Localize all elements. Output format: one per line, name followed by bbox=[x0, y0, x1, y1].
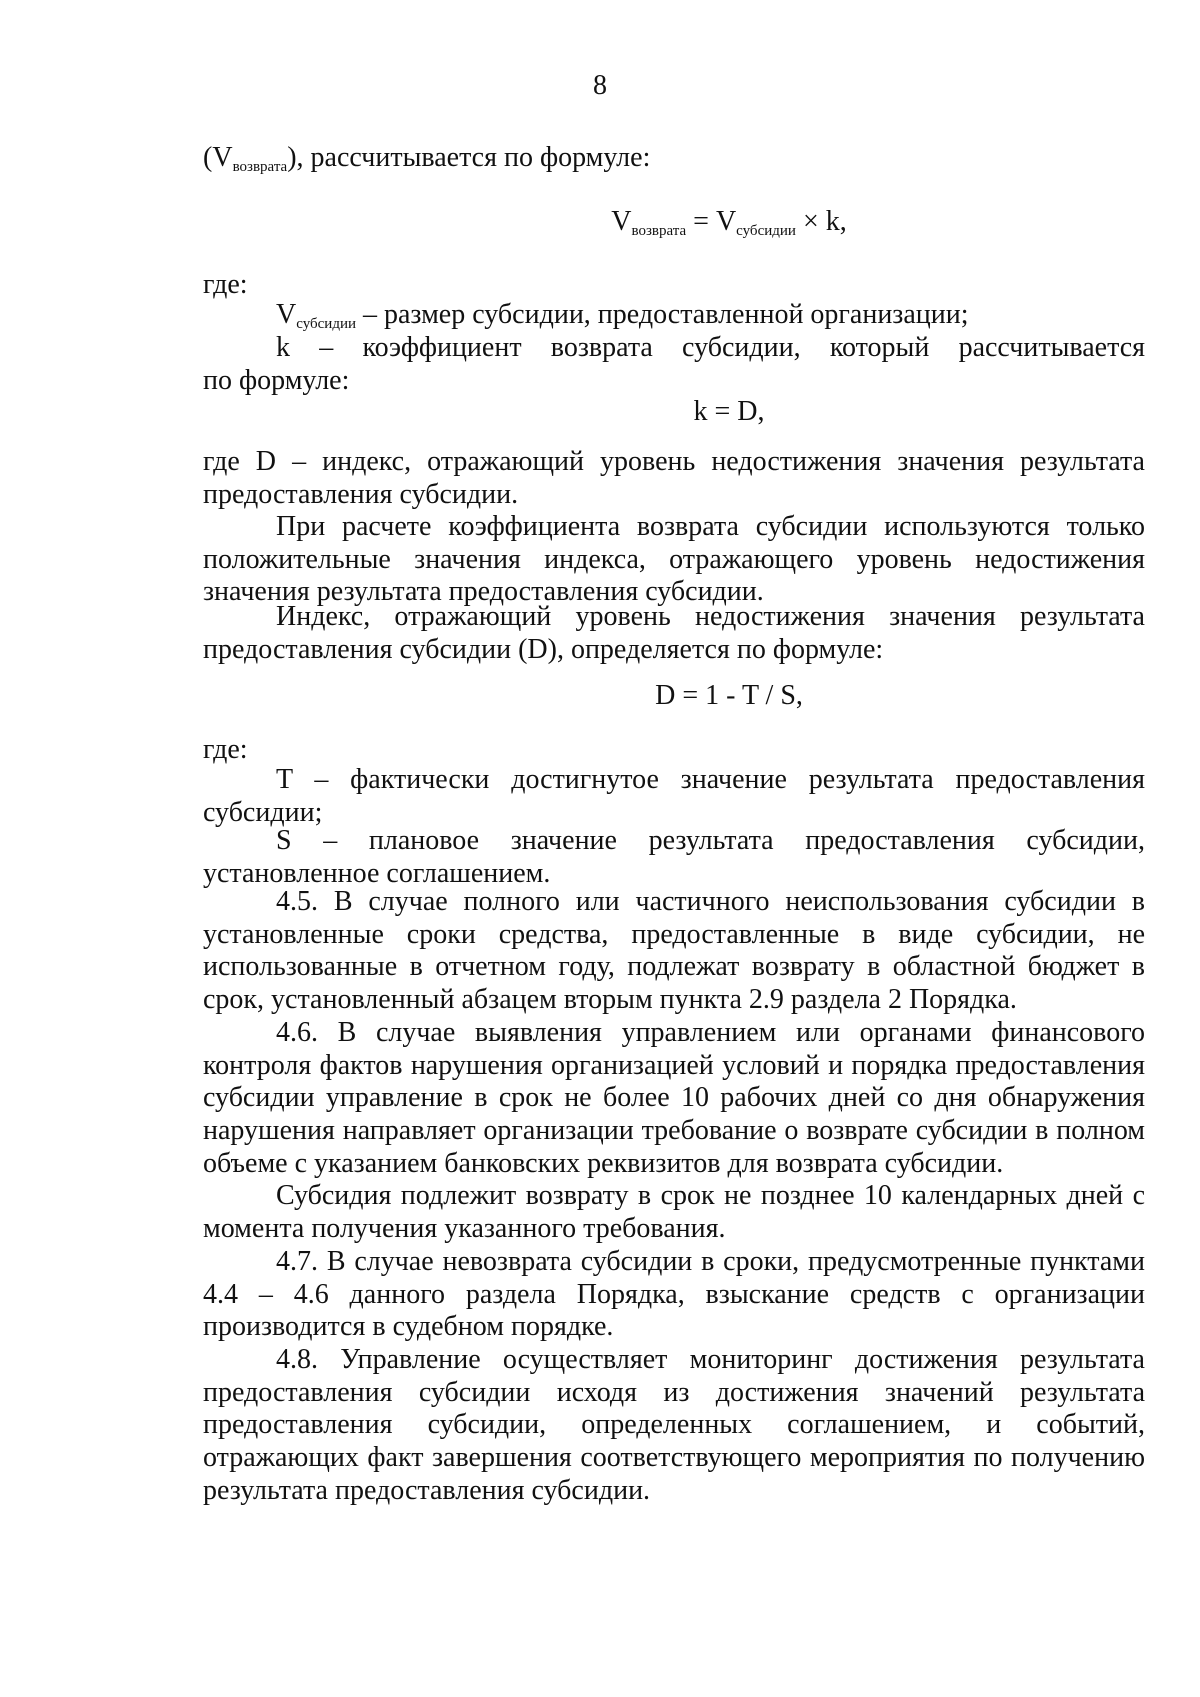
definition-s: S – плановое значение результата предоставления субсидии, установленное соглашением. bbox=[203, 825, 1145, 889]
v-symbol: V bbox=[715, 206, 737, 237]
formula-d: D = 1 - T / S, bbox=[655, 680, 803, 711]
formula-k: k = D, bbox=[693, 396, 765, 427]
paragraph-calculation-note: При расчете коэффициента возврата субсидии используются только положительные значения индекса, отражающего уровень недостижения значения результата предоставления субсидии. bbox=[203, 511, 1145, 608]
formula-return-volume bbox=[203, 206, 1145, 239]
where-label-2: где: bbox=[203, 734, 248, 765]
definition-k-continuation: по формуле: bbox=[203, 365, 350, 396]
definition-t: T – фактически достигнутое значение результата предоставления субсидии; bbox=[203, 764, 1145, 828]
v-symbol: V bbox=[212, 142, 233, 173]
where-label-1: где: bbox=[203, 269, 248, 300]
paragraph-index-definition: Индекс, отражающий уровень недостижения значения результата предоставления субсидии (D), определяется по формуле: bbox=[203, 601, 1145, 665]
equals-sign: = bbox=[686, 206, 716, 237]
paragraph-4-6: 4.6. В случае выявления управлением или органами финансового контроля фактов нарушения организацией условий и порядка предоставления субсидии управление в срок не более 10 рабочих дней со дня обнаружения нарушения направляет организации требование о возврате субсидии в полном объеме с указанием банковских реквизитов для возврата субсидии. bbox=[203, 1017, 1145, 1179]
paragraph-4-7: 4.7. В случае невозврата субсидии в сроки, предусмотренные пунктами 4.4 – 4.6 данного раздела Порядка, взыскание средств с организации производится в судебном порядке. bbox=[203, 1246, 1145, 1343]
definition-v-subsidii bbox=[203, 299, 1145, 332]
times-k: × k, bbox=[795, 206, 847, 237]
intro-line bbox=[203, 142, 1145, 175]
paren-open: ( bbox=[203, 142, 213, 173]
paragraph-subsidy-return-term: Субсидия подлежит возврату в срок не позднее 10 календарных дней с момента получения указанного требования. bbox=[203, 1180, 1145, 1244]
intro-text: ), рассчитывается по формуле: bbox=[287, 142, 651, 173]
paragraph-where-d: где D – индекс, отражающий уровень недостижения значения результата предоставления субсидии. bbox=[203, 446, 1145, 510]
subscript-vozvrata: возврата bbox=[631, 223, 687, 239]
definition-v-text: – размер субсидии, предоставленной организации; bbox=[356, 299, 969, 330]
subscript-subsidii: субсидии bbox=[296, 316, 356, 332]
subscript-subsidii: субсидии bbox=[736, 223, 796, 239]
v-symbol: V bbox=[611, 206, 632, 237]
v-symbol: V bbox=[276, 299, 297, 330]
paragraph-4-8: 4.8. Управление осуществляет мониторинг достижения результата предоставления субсидии исходя из достижения значений результата предоставления субсидии, определенных соглашением, и событий, отражающих факт завершения соответствующего мероприятия по получению результата предоставления субсидии. bbox=[203, 1344, 1145, 1506]
page-number: 8 bbox=[593, 70, 607, 101]
subscript-vozvrata: возврата bbox=[232, 159, 288, 175]
definition-k: k – коэффициент возврата субсидии, который рассчитывается bbox=[276, 332, 1145, 363]
paragraph-4-5: 4.5. В случае полного или частичного неиспользования субсидии в установленные сроки средства, предоставленные в виде субсидии, не использованные в отчетном году, подлежат возврату в областной бюджет в срок, установленный абзацем вторым пункта 2.9 раздела 2 Порядка. bbox=[203, 886, 1145, 1016]
